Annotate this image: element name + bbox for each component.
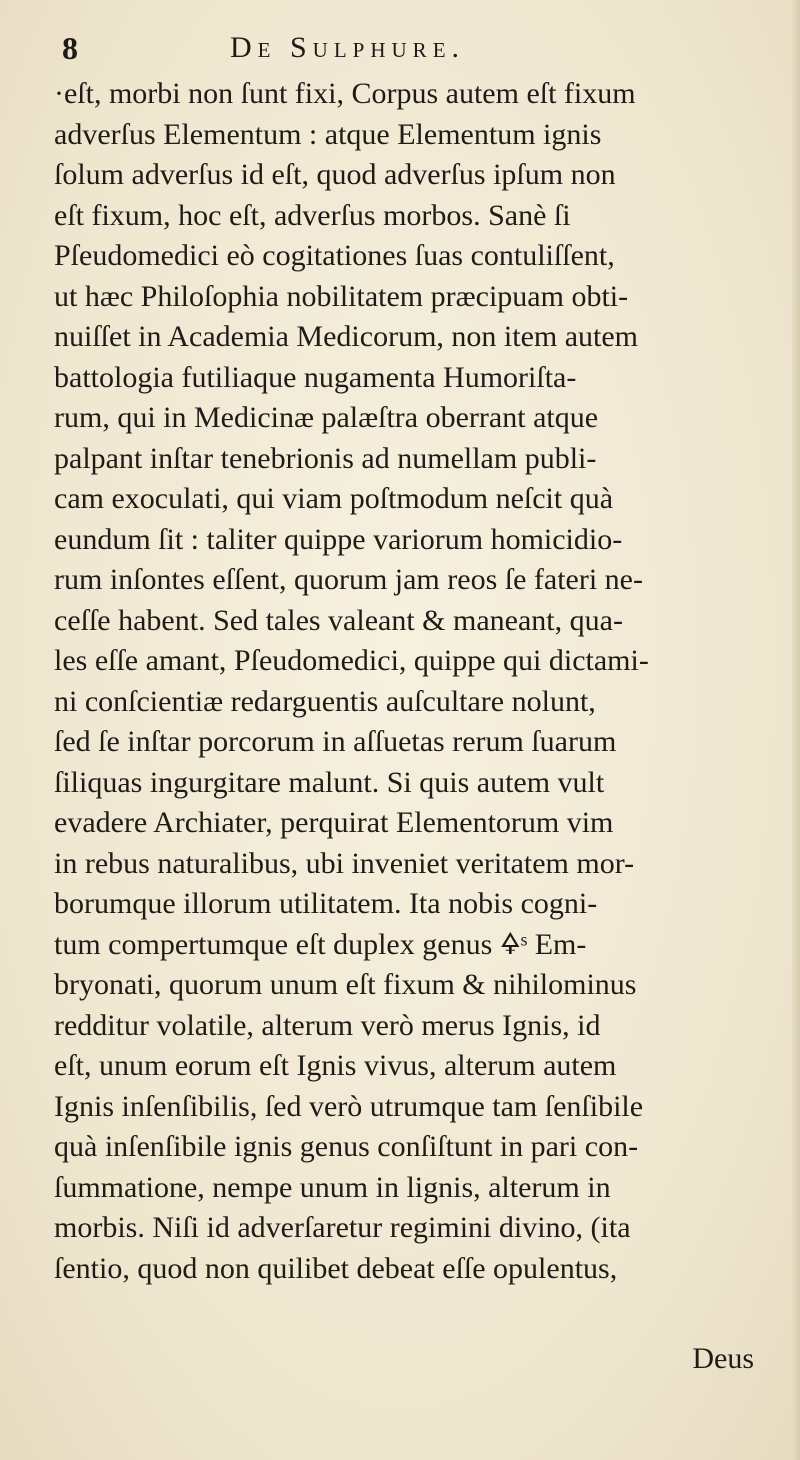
text-line: rum inſontes eſſent, quorum jam reos ſe fateri ne- <box>54 563 643 596</box>
text-line: cam exoculati, qui viam poſtmodum neſcit quà <box>54 482 614 515</box>
text-line: redditur volatile, alterum verò merus Ignis, id <box>54 1008 601 1042</box>
body-text <box>54 74 774 1289</box>
text-line: Ignis inſenſibilis, ſed verò utrumque tam ſenſibile <box>54 1089 644 1123</box>
text-line: in rebus naturalibus, ubi inveniet veritatem mor- <box>54 846 635 880</box>
text-line: ·eſt, morbi non ſunt fixi, Corpus autem eſt fixum <box>54 77 636 110</box>
text-line: ſiliquas ingurgitare malunt. Si quis autem vult <box>54 765 605 799</box>
text-line: les eſſe amant, Pſeudomedici, quippe qui dictami- <box>54 644 649 677</box>
text-line: eſt, unum eorum eſt Ignis vivus, alterum autem <box>54 1049 617 1082</box>
text-line: eundum ſit : taliter quippe variorum homicidio- <box>54 522 623 556</box>
text-line: ſed ſe inſtar porcorum in aſſuetas rerum ſuarum <box>54 725 617 758</box>
text-line: borumque illorum utilitatem. Ita nobis cogni- <box>54 887 598 920</box>
text-line: ſentio, quod non quilibet debeat eſſe opulentus, <box>54 1251 618 1285</box>
text-line: evadere Archiater, perquirat Elementorum vim <box>54 806 614 839</box>
text-line: ceſſe habent. Sed tales valeant & maneant, qua- <box>54 603 623 637</box>
page-header <box>62 28 762 72</box>
text-line: morbis. Niſi id adverſaretur regimini divino, (ita <box>54 1211 631 1244</box>
text-line: ni conſcientiæ redarguentis auſcultare nolunt, <box>54 684 596 718</box>
text-line: adverſus Elementum : atque Elementum ignis <box>54 117 602 151</box>
running-title: De Sulphure. <box>230 31 466 64</box>
page-edge <box>792 0 800 1460</box>
text-line: ut hæc Philoſophia nobilitatem præcipuam obti- <box>54 279 629 313</box>
text-line: Pſeudomedici eò cogitationes ſuas contuliſſent, <box>54 239 615 272</box>
page-number: 8 <box>62 30 78 66</box>
text-line: palpant inſtar tenebrionis ad numellam publi- <box>54 441 597 475</box>
catchword: Deus <box>692 1342 754 1375</box>
text-line: battologia futiliaque nugamenta Humoriſta- <box>54 360 577 394</box>
text-line: bryonati, quorum unum eſt fixum & nihilominus <box>54 968 637 1001</box>
text-line: quà inſenſibile ignis genus conſiſtunt in pari con- <box>54 1130 639 1163</box>
text-line: eſt fixum, hoc eſt, adverſus morbos. Sanè ſi <box>54 198 571 232</box>
text-line: nuiſſet in Academia Medicorum, non item autem <box>54 320 639 353</box>
text-line: ſummatione, nempe unum in lignis, alterum in <box>54 1170 611 1204</box>
text-line: ſolum adverſus id eſt, quod adverſus ipſum non <box>54 158 616 191</box>
text-line: tum compertumque eſt duplex genus 🜍ˢ Em- <box>54 927 587 961</box>
text-line: rum, qui in Medicinæ palæſtra oberrant atque <box>54 401 599 434</box>
